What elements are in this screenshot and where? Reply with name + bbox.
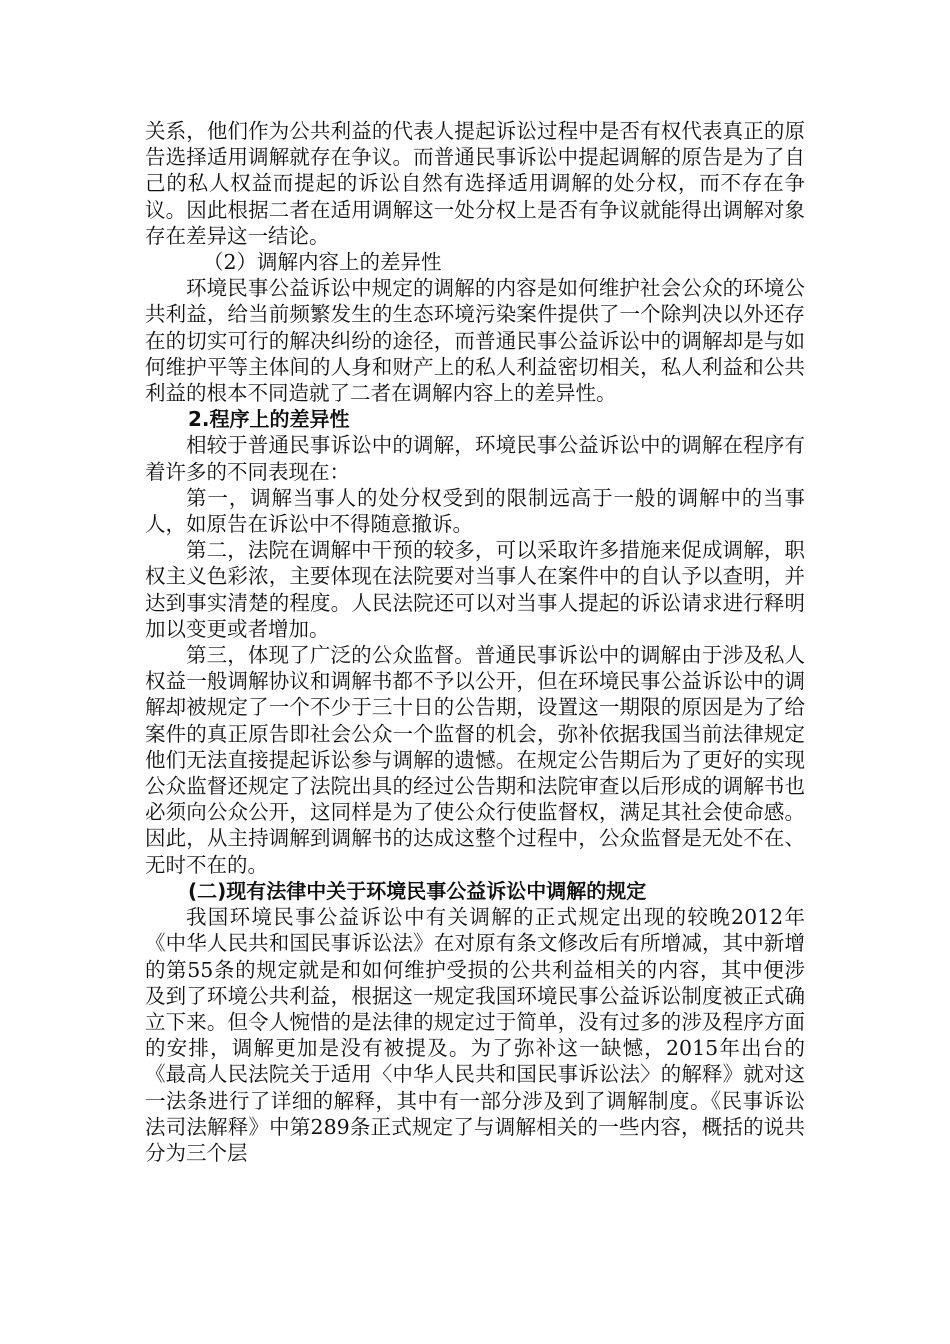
- paragraph: 第三，体现了广泛的公众监督。普通民事诉讼中的调解由于涉及私人权益一般调解协议和调解书都不予以公开，但在环境民事公益诉讼中的调解却被规定了一个不少于三十日的公告期，设置这一期限的原因是为了给案件的真正原告即社会公众一个监督的机会，弥补依据我国当前法律规定他们无法直接提起诉讼参与调解的遗憾。在规定公告期后为了更好的实现公众监督还规定了法院出具的经过公告期和法院审查以后形成的调解书也必须向公众公开，这同样是为了使公众行使监督权，满足其社会使命感。因此，从主持调解到调解书的达成这整个过程中，公众监督是无处不在、无时不在的。: [145, 643, 805, 877]
- sub-heading: （2）调解内容上的差异性: [203, 250, 442, 275]
- paragraph: 我国环境民事公益诉讼中有关调解的正式规定出现的较晚2012年《中华人民共和国民事诉讼法》在对原有条文修改后有所增减，其中新增的第55条的规定就是和如何维护受损的公共利益相关的内容，其中便涉及到了环境公共利益，根据这一规定我国环境民事公益诉讼制度被正式确立下来。但令人惋惜的是法律的规定过于简单，没有过多的涉及程序方面的安排，调解更加是没有被提及。为了弥补这一缺憾，2015年出台的《最高人民法院关于适用〈中华人民共和国民事诉讼法〉的解释》就对这一法条进行了详细的解释，其中有一部分涉及到了调解制度。《民事诉讼法司法解释》中第289条正式规定了与调解相关的一些内容，概括的说共分为三个层: [145, 905, 805, 1165]
- paragraph: 环境民事公益诉讼中规定的调解的内容是如何维护社会公众的环境公共利益，给当前频繁发生的生态环境污染案件提供了一个除判决以外还存在的切实可行的解决纠纷的途径，而普通民事公益诉讼中的调解却是与如何维护平等主体间的人身和财产上的私人利益密切相关，私人利益和公共利益的根本不同造就了二者在调解内容上的差异性。: [145, 276, 805, 406]
- paragraph: 第一，调解当事人的处分权受到的限制远高于一般的调解中的当事人，如原告在诉讼中不得随意撤诉。: [145, 485, 805, 537]
- section-heading-ii: (二)现有法律中关于环境民事公益诉讼中调解的规定: [188, 878, 647, 903]
- paragraph: 第二，法院在调解中干预的较多，可以采取许多措施来促成调解，职权主义色彩浓，主要体现在法院要对当事人在案件中的自认予以查明，并达到事实清楚的程度。人民法院还可以对当事人提起的诉讼请求进行释明加以变更或者增加。: [145, 538, 805, 641]
- section-heading-2: 2.程序上的差异性: [188, 407, 350, 432]
- paragraph: 相较于普通民事诉讼中的调解，环境民事公益诉讼中的调解在程序有着许多的不同表现在：: [145, 433, 805, 484]
- document-page: [145, 118, 805, 1166]
- paragraph: 关系，他们作为公共利益的代表人提起诉讼过程中是否有权代表真正的原告选择适用调解就存在争议。而普通民事诉讼中提起调解的原告是为了自己的私人权益而提起的诉讼自然有选择适用调解的处分权，而不存在争议。因此根据二者在适用调解这一处分权上是否有争议就能得出调解对象存在差异这一结论。: [145, 119, 805, 248]
